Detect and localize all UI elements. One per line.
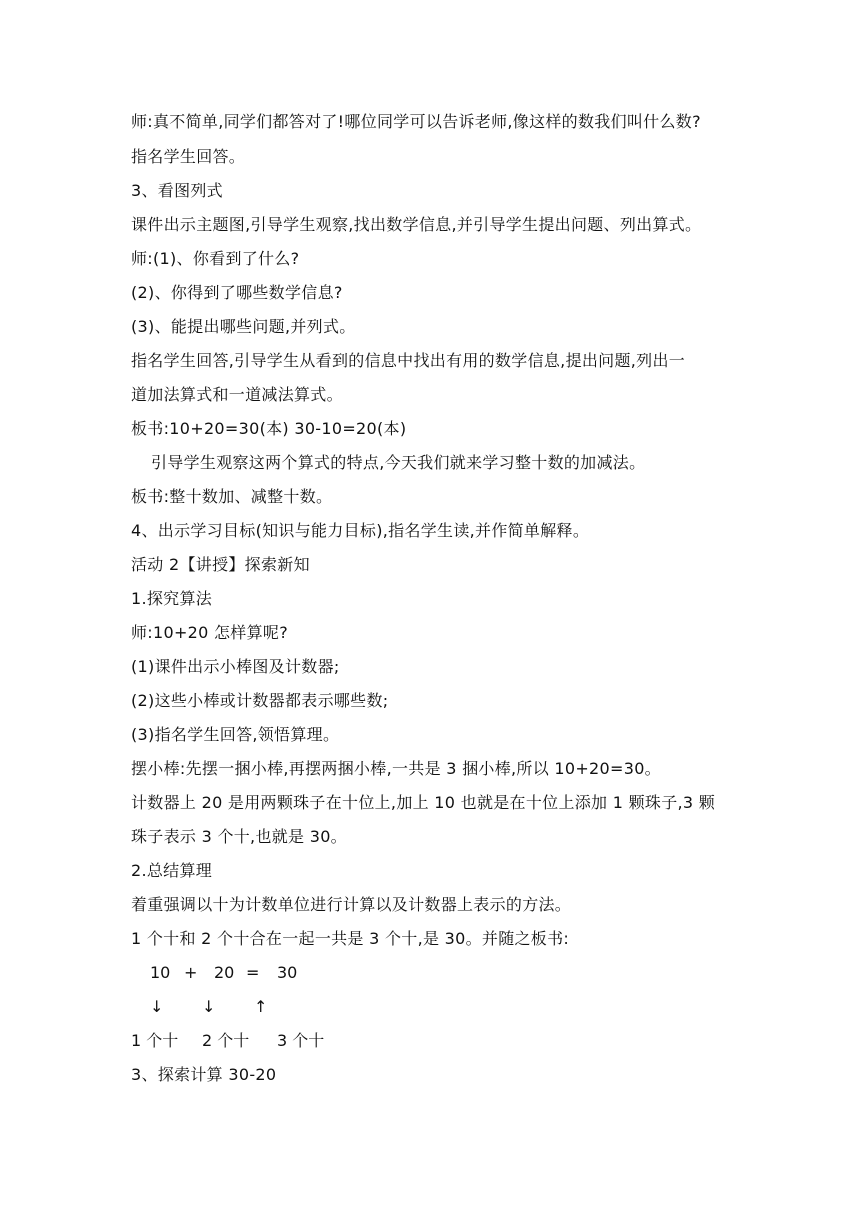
paragraph-student-answer: 指名学生回答。 (131, 147, 246, 166)
subheading-summarize: 2.总结算理 (131, 861, 213, 880)
paragraph-teacher-question: 师:真不简单,同学们都答对了!哪位同学可以告诉老师,像这样的数我们叫什么数? (131, 112, 701, 131)
section-heading-explore-subtraction: 3、探索计算 30-20 (131, 1065, 277, 1084)
paragraph-abacus-line1: 计数器上 20 是用两颗珠子在十位上,加上 10 也就是在十位上添加 1 颗珠子,3 颗 (131, 793, 716, 812)
arrow-down-icon: ↓ (202, 997, 216, 1016)
paragraph-question-3: (3)、能提出哪些问题,并列式。 (131, 317, 356, 336)
equation-addend-a: 10 (150, 963, 171, 982)
paragraph-emphasis: 着重强调以十为计数单位进行计算以及计数器上表示的方法。 (131, 895, 572, 914)
section-heading-look-and-write: 3、看图列式 (131, 181, 223, 200)
paragraph-guide-line1: 指名学生回答,引导学生从看到的信息中找出有用的数学信息,提出问题,列出一 (131, 351, 686, 370)
paragraph-board-equations: 板书:10+20=30(本) 30-10=20(本) (131, 419, 407, 438)
paragraph-question-2: (2)、你得到了哪些数学信息? (131, 283, 343, 302)
label-one-ten: 1 个十 (131, 1031, 179, 1050)
subheading-explore-method: 1.探究算法 (131, 589, 213, 608)
arrow-up-icon: ↑ (254, 997, 268, 1016)
section-heading-activity-2: 活动 2【讲授】探索新知 (131, 555, 310, 574)
paragraph-question-1: 师:(1)、你看到了什么? (131, 249, 300, 268)
paragraph-tens-combined: 1 个十和 2 个十合在一起一共是 3 个十,是 30。并随之板书: (131, 929, 570, 948)
paragraph-teacher-how: 师:10+20 怎样算呢? (131, 623, 288, 642)
paragraph-guide-line2: 道加法算式和一道减法算式。 (131, 385, 343, 404)
paragraph-step-1: (1)课件出示小棒图及计数器; (131, 657, 340, 676)
equation-addend-b: 20 (214, 963, 235, 982)
paragraph-board-topic: 板书:整十数加、减整十数。 (131, 487, 333, 506)
equation-sum: 30 (277, 963, 298, 982)
label-three-tens: 3 个十 (277, 1031, 325, 1050)
label-two-tens: 2 个十 (202, 1031, 250, 1050)
paragraph-step-3: (3)指名学生回答,领悟算理。 (131, 725, 340, 744)
paragraph-observe-features: 引导学生观察这两个算式的特点,今天我们就来学习整十数的加减法。 (151, 453, 646, 472)
paragraph-step-2: (2)这些小棒或计数器都表示哪些数; (131, 691, 389, 710)
paragraph-sticks: 摆小棒:先摆一捆小棒,再摆两捆小棒,一共是 3 捆小棒,所以 10+20=30。 (131, 759, 661, 778)
paragraph-abacus-line2: 珠子表示 3 个十,也就是 30。 (131, 827, 347, 846)
paragraph-courseware: 课件出示主题图,引导学生观察,找出数学信息,并引导学生提出问题、列出算式。 (131, 215, 702, 234)
equation-plus: + (184, 963, 198, 982)
equation-equals: = (246, 963, 260, 982)
section-heading-learning-goals: 4、出示学习目标(知识与能力目标),指名学生读,并作简单解释。 (131, 521, 590, 540)
arrow-down-icon: ↓ (150, 997, 164, 1016)
